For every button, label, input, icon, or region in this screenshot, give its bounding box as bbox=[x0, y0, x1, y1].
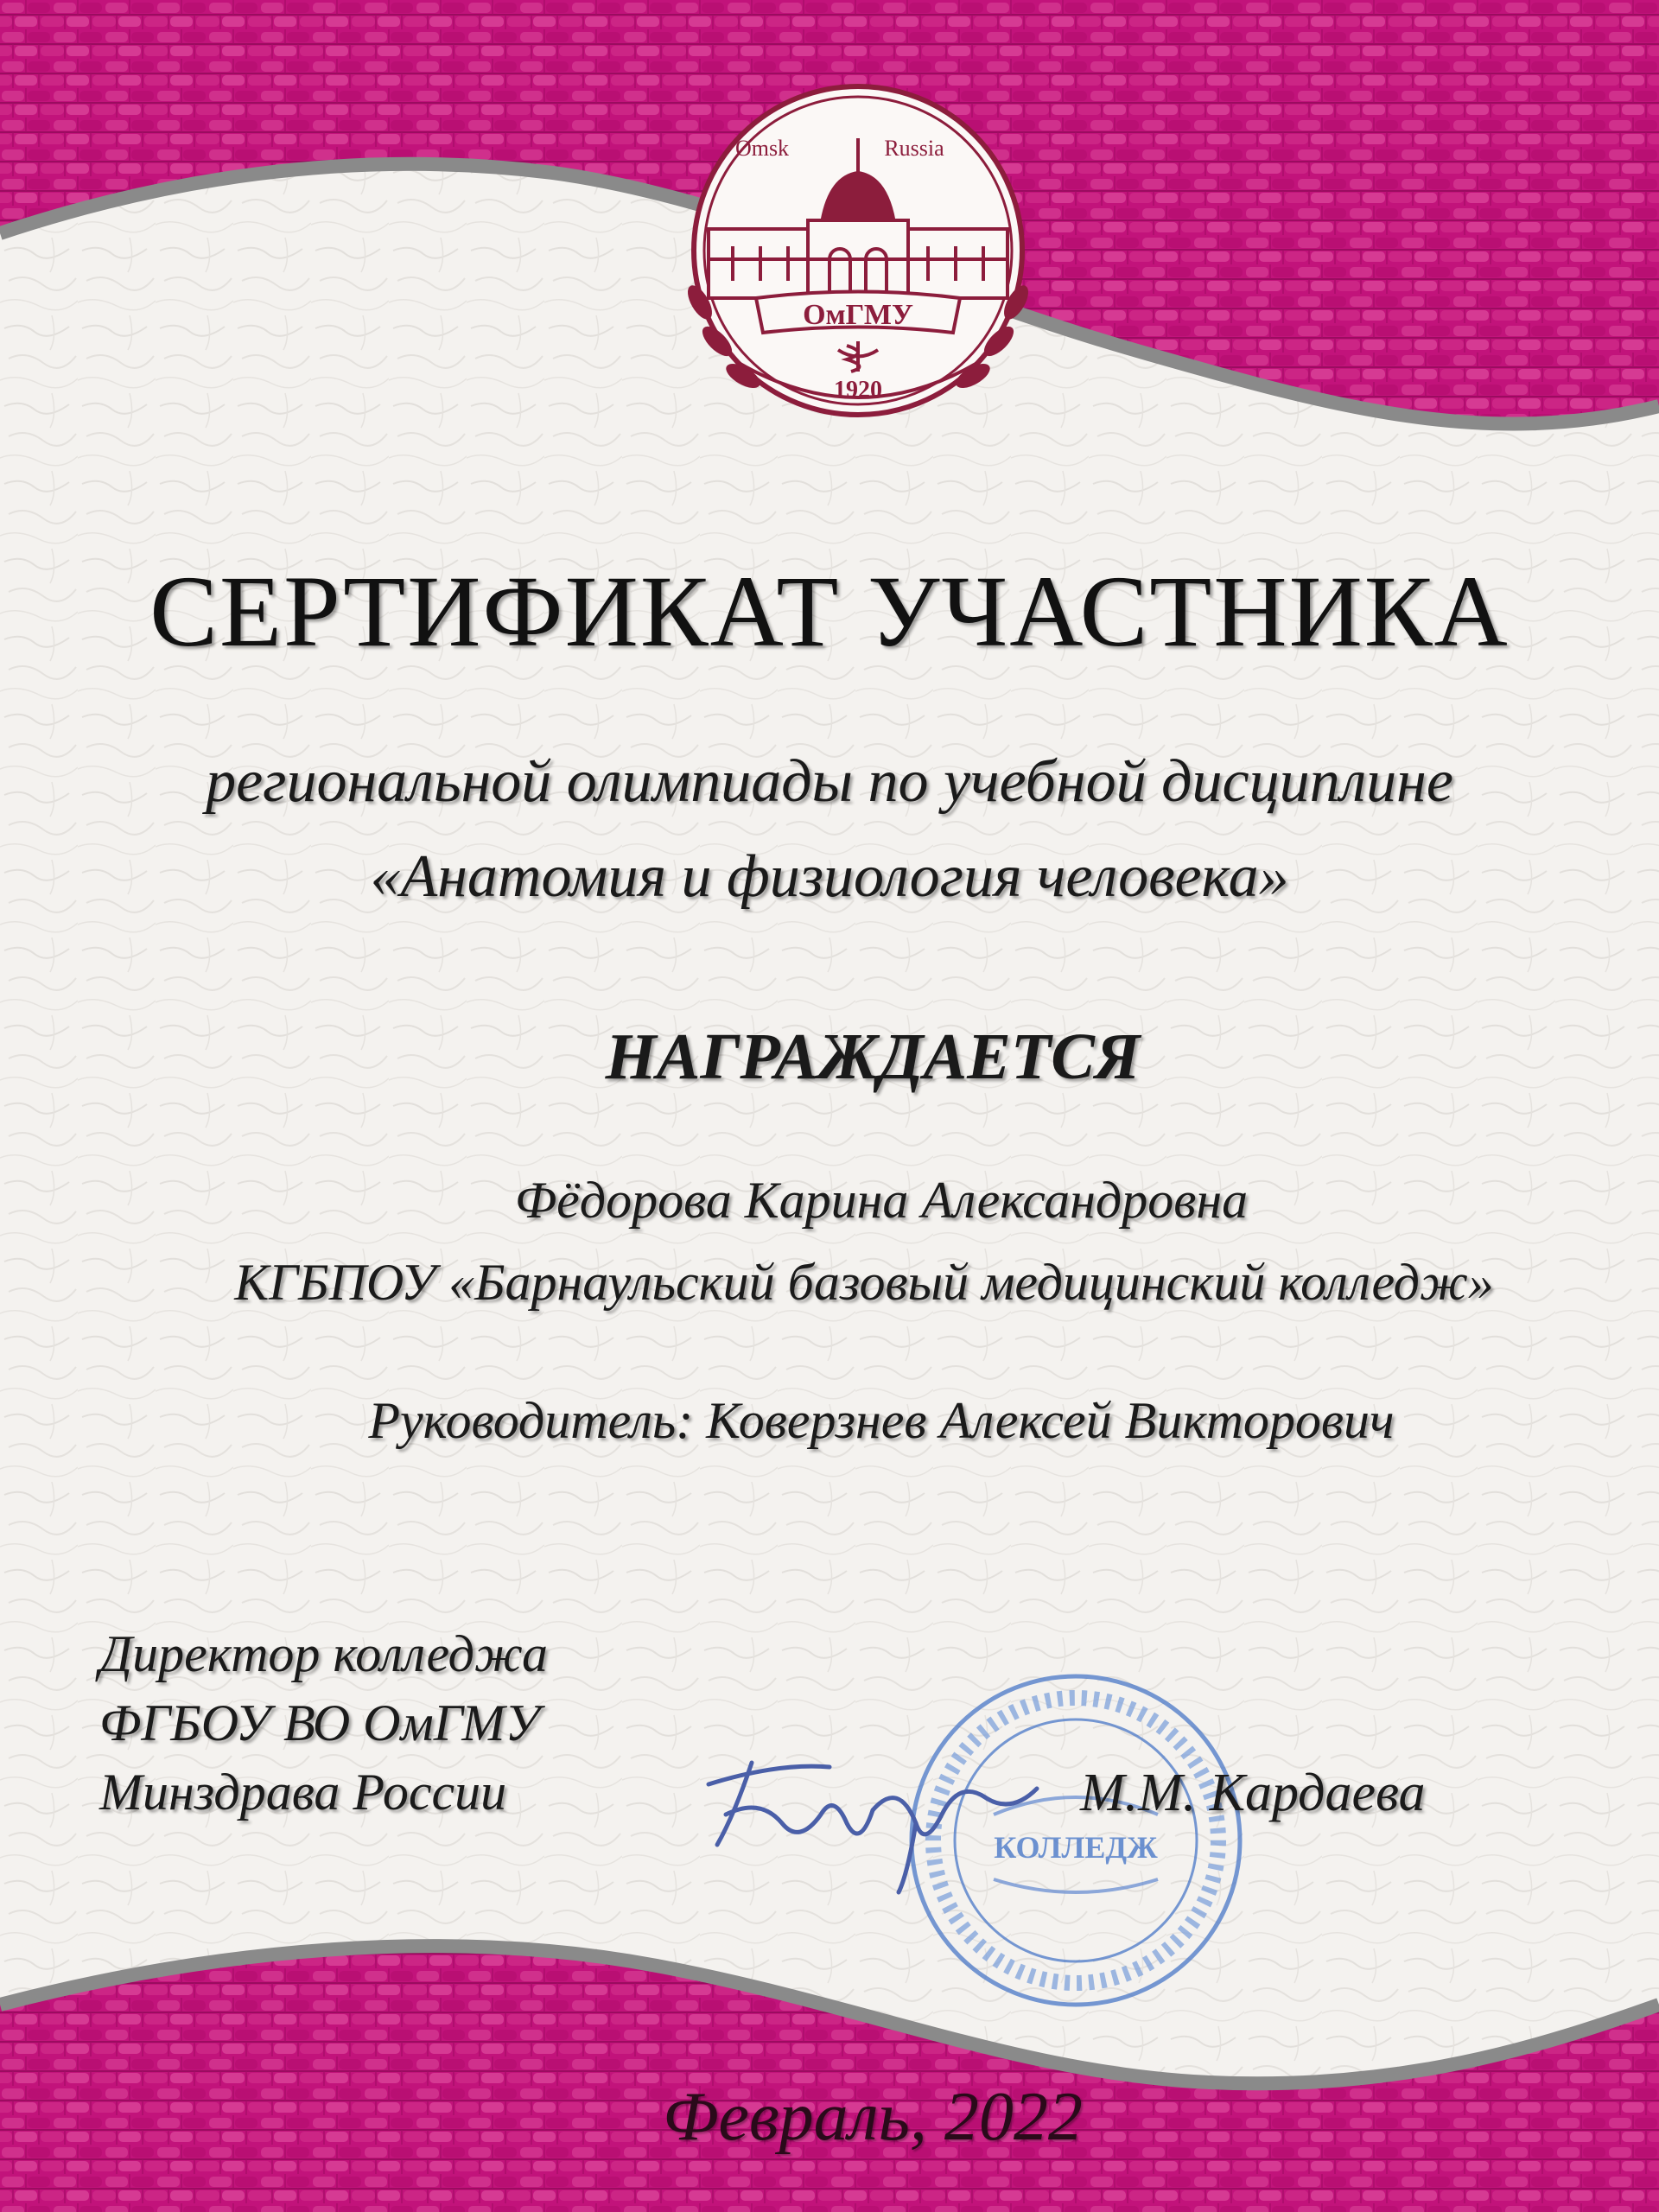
certificate-date: Февраль, 2022 bbox=[663, 2079, 1083, 2155]
director-title-line1: Директор колледжа bbox=[99, 1625, 549, 1682]
logo-right-text: Russia bbox=[884, 136, 944, 161]
director-title-line2: ФГБОУ ВО ОмГМУ bbox=[99, 1694, 540, 1751]
certificate-subtitle-line2: «Анатомия и физиология человека» bbox=[370, 843, 1289, 910]
logo-left-text: Omsk bbox=[734, 136, 790, 161]
supervisor-line: Руководитель: Коверзнев Алексей Викторович bbox=[368, 1392, 1395, 1449]
logo-banner-text: ОмГМУ bbox=[803, 299, 913, 331]
certificate-subtitle-line1: региональной олимпиады по учебной дисциплине bbox=[206, 748, 1453, 815]
stamp-center-text: КОЛЛЕДЖ bbox=[994, 1830, 1158, 1865]
recipient-organization: КГБПОУ «Барнаульский базовый медицинский колледж» bbox=[234, 1254, 1494, 1311]
logo-year: 1920 bbox=[834, 377, 882, 404]
award-label: НАГРАЖДАЕТСЯ bbox=[605, 1020, 1141, 1093]
certificate-title: СЕРТИФИКАТ УЧАСТНИКА bbox=[149, 555, 1510, 668]
signer-name: М.М. Кардаева bbox=[1080, 1764, 1426, 1822]
director-title-line3: Минздрава России bbox=[99, 1764, 507, 1821]
recipient-name: Фёдорова Карина Александровна bbox=[514, 1172, 1249, 1229]
